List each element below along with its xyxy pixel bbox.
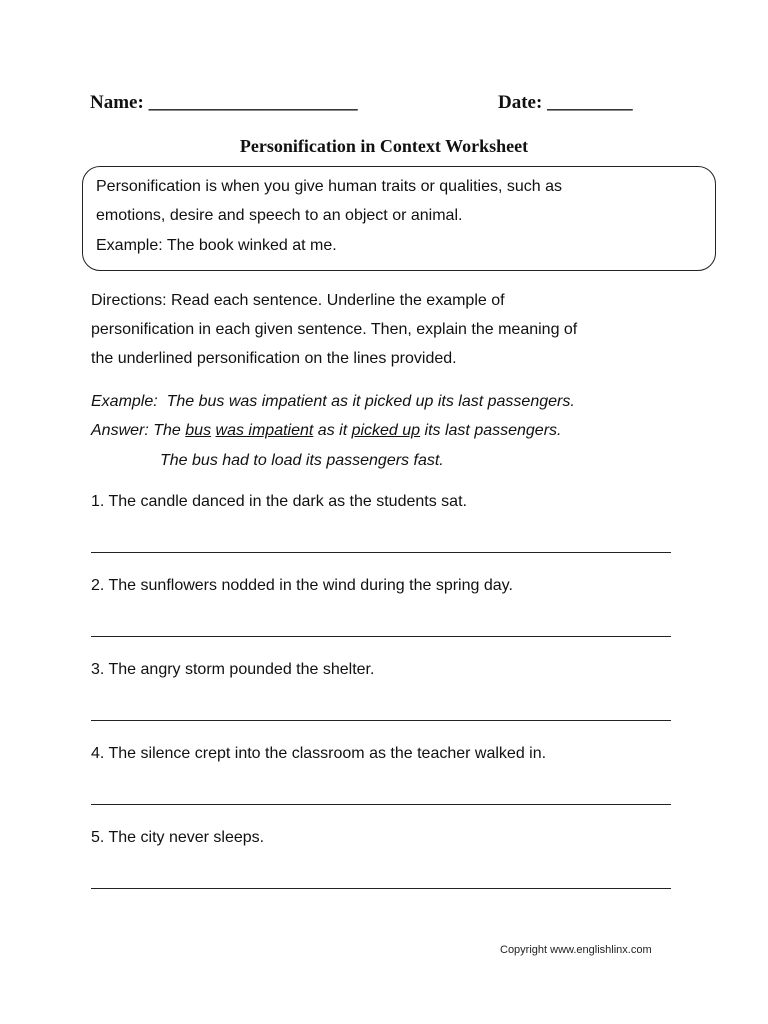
underlined-action: picked up	[351, 422, 421, 439]
answer-line-4[interactable]	[91, 804, 671, 805]
underlined-subject: bus	[185, 422, 212, 439]
example-meaning: The bus had to load its passengers fast.	[160, 452, 444, 469]
question-2: 2. The sunflowers nodded in the wind during the spring day.	[91, 577, 513, 594]
directions-line: the underlined personification on the lines provided.	[91, 350, 457, 367]
answer-suffix: its last passengers.	[420, 422, 562, 439]
name-blank[interactable]: ______________________	[148, 92, 358, 113]
answer-line-3[interactable]	[91, 720, 671, 721]
question-5: 5. The city never sleeps.	[91, 829, 265, 846]
date-blank[interactable]: _________	[547, 92, 633, 113]
example-question: Example: The bus was impatient as it picked up its last passengers.	[91, 393, 575, 410]
definition-example: Example: The book winked at me.	[96, 237, 337, 254]
question-1: 1. The candle danced in the dark as the students sat.	[91, 493, 467, 510]
directions-line: Directions: Read each sentence. Underline the example of	[91, 292, 505, 309]
date-label: Date:	[498, 92, 543, 113]
name-field[interactable]	[90, 92, 358, 114]
copyright-notice: Copyright www.englishlinx.com	[500, 944, 652, 956]
name-label: Name:	[90, 92, 144, 113]
definition-line: emotions, desire and speech to an object or animal.	[96, 207, 463, 224]
answer-line-5[interactable]	[91, 888, 671, 889]
definition-line: Personification is when you give human traits or qualities, such as	[96, 178, 563, 195]
question-4: 4. The silence crept into the classroom as the teacher walked in.	[91, 745, 547, 762]
directions-line: personification in each given sentence. Then, explain the meaning of	[91, 321, 578, 338]
page-title: Personification in Context Worksheet	[239, 136, 529, 156]
underlined-personification: was impatient	[215, 422, 314, 439]
date-field[interactable]	[498, 92, 633, 114]
answer-mid: as it	[313, 422, 352, 439]
answer-prefix: Answer: The	[91, 422, 186, 439]
question-3: 3. The angry storm pounded the shelter.	[91, 661, 375, 678]
answer-line-2[interactable]	[91, 636, 671, 637]
answer-line-1[interactable]	[91, 552, 671, 553]
example-answer	[91, 422, 561, 440]
